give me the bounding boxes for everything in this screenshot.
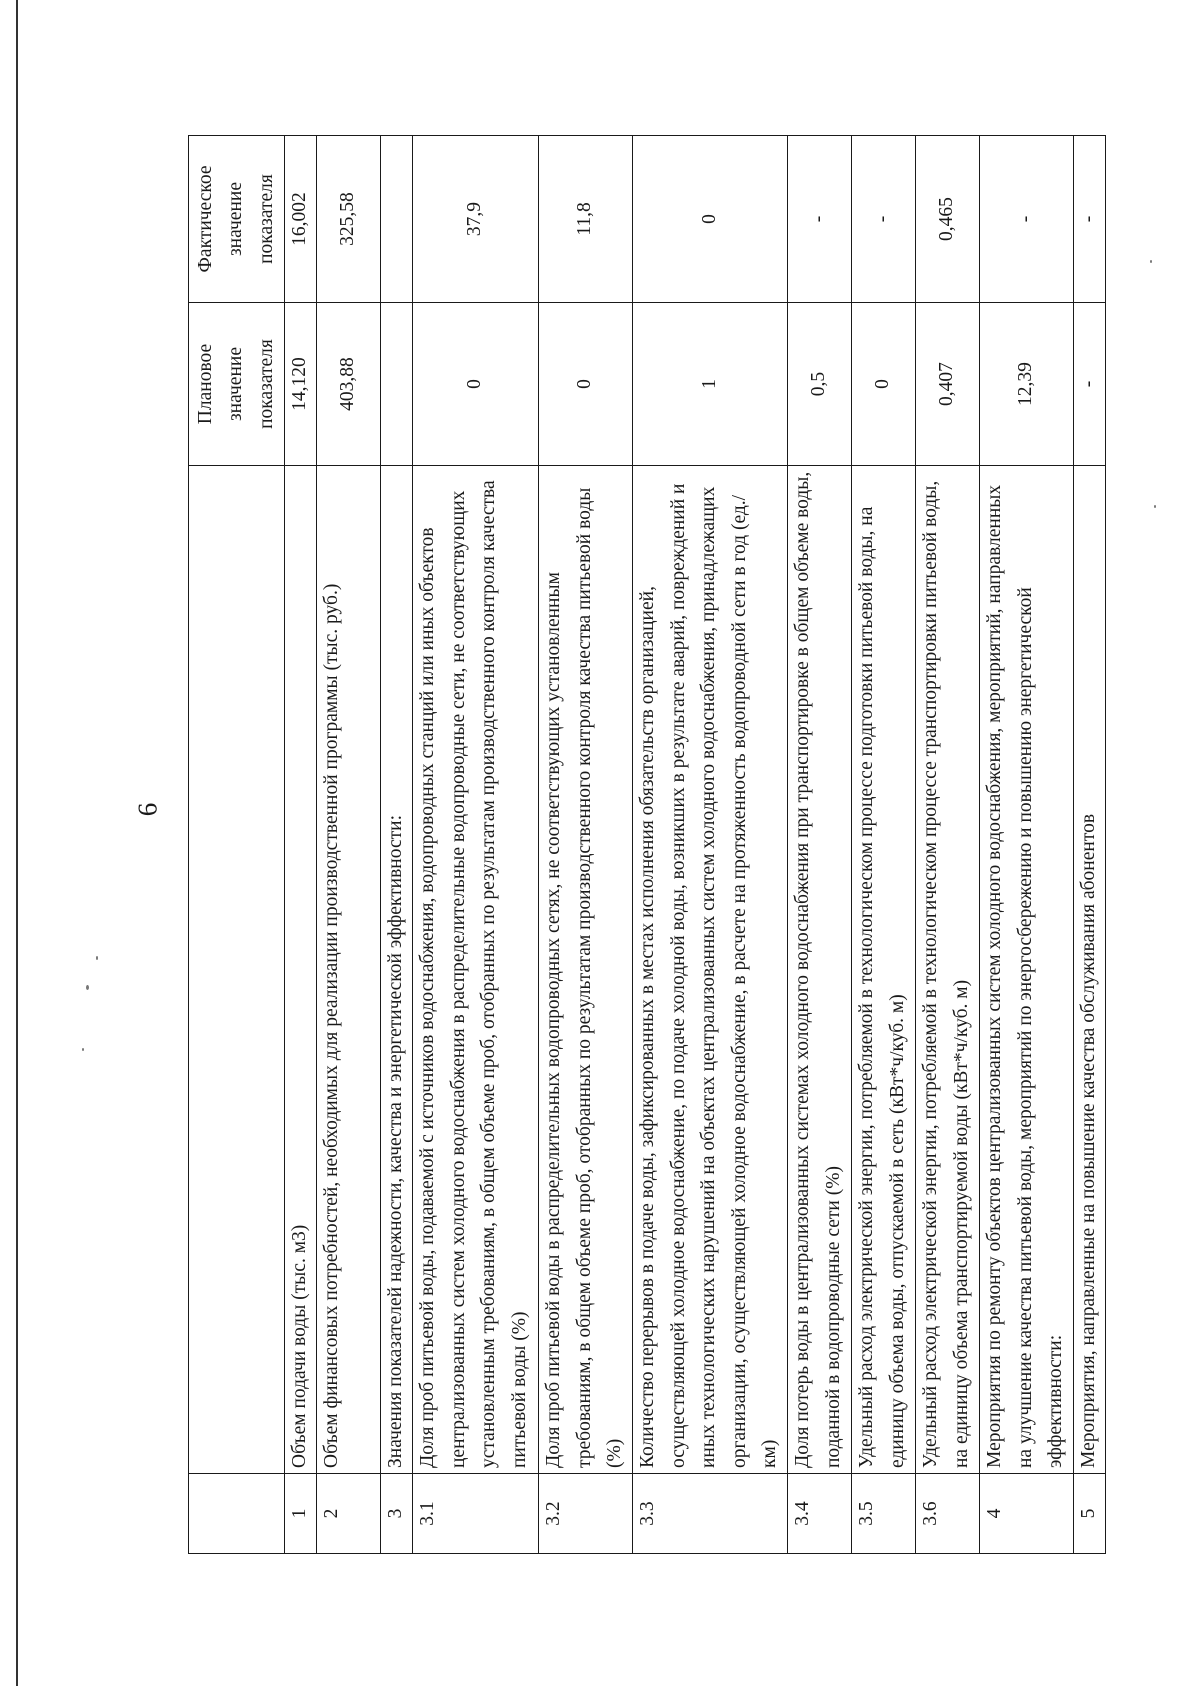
row-number: 3.1 — [413, 1474, 539, 1554]
row-fact-value: - — [852, 136, 916, 303]
header-plan: Плановое значение показателя — [189, 303, 285, 466]
row-description: Удельный расход электрической энергии, потребляемой в технологическом процессе подготовки питьевой воды, на единицу объема воды, отпускаемой в сеть (кВт*ч/куб. м) — [852, 466, 916, 1474]
row-description: Значения показателей надежности, качества и энергетической эффективности: — [381, 466, 413, 1474]
row-number: 3.4 — [788, 1474, 852, 1554]
row-plan-value: - — [1074, 303, 1106, 466]
table-row — [980, 136, 1074, 1554]
row-number: 3 — [381, 1474, 413, 1554]
table-row — [916, 136, 980, 1554]
row-fact-value: 11,8 — [539, 136, 633, 303]
table-row — [539, 136, 633, 1554]
row-plan-value: 14,120 — [285, 303, 317, 466]
row-description: Объем финансовых потребностей, необходимых для реализации производственной программы (тыс. руб.) — [317, 466, 381, 1474]
row-plan-value: 0 — [852, 303, 916, 466]
header-fact: Фактическое значение показателя — [189, 136, 285, 303]
indicators-table — [188, 135, 1106, 1554]
row-description: Объем подачи воды (тыс. м3) — [285, 466, 317, 1474]
scan-speck — [86, 985, 89, 990]
row-number: 4 — [980, 1474, 1074, 1554]
row-fact-value: 0 — [633, 136, 788, 303]
row-plan-value: 0 — [413, 303, 539, 466]
table-row — [1074, 136, 1106, 1554]
row-description: Количество перерывов в подаче воды, зафиксированных в местах исполнения обязательств организацией, осуществляющей холодное водоснабжение, по подаче холодной воды, возникших в результате аварий, повреждений и иных технологических нарушений на объектах централизованных систем холодного водоснабжения, принадлежащих организации, осуществляющей холодное водоснабжение, в расчете на протяженность водопроводной сети в год (ед./км) — [633, 466, 788, 1474]
scan-edge-line — [16, 0, 18, 1686]
row-number: 2 — [317, 1474, 381, 1554]
row-number: 1 — [285, 1474, 317, 1554]
row-fact-value: 325,58 — [317, 136, 381, 303]
row-plan-value — [381, 303, 413, 466]
row-plan-value: 12,39 — [980, 303, 1074, 466]
row-plan-value: 0 — [539, 303, 633, 466]
row-number: 3.6 — [916, 1474, 980, 1554]
row-description: Удельный расход электрической энергии, потребляемой в технологическом процессе транспортировки питьевой воды, на единицу объема транспортируемой воды (кВт*ч/куб. м) — [916, 466, 980, 1474]
scan-speck — [82, 1048, 84, 1051]
row-fact-value: 0,465 — [916, 136, 980, 303]
row-fact-value: - — [980, 136, 1074, 303]
table-row — [413, 136, 539, 1554]
scan-speck — [1150, 260, 1152, 263]
table-row — [317, 136, 381, 1554]
scan-speck — [1154, 505, 1156, 508]
row-description: Доля проб питьевой воды, подаваемой с источников водоснабжения, водопроводных станций или иных объектов централизованных систем холодного водоснабжения в распределительные водопроводные сети, не соответствующих установленным требованиям, в общем объеме проб, отобранных по результатам производственного контроля качества питьевой воды (%) — [413, 466, 539, 1474]
row-description: Доля потерь воды в централизованных системах холодного водоснабжения при транспортировке в общем объеме воды, поданной в водопроводные сети (%) — [788, 466, 852, 1474]
table-row — [285, 136, 317, 1554]
row-plan-value: 1 — [633, 303, 788, 466]
row-number: 5 — [1074, 1474, 1106, 1554]
table-row — [381, 136, 413, 1554]
table-row — [852, 136, 916, 1554]
table-row — [633, 136, 788, 1554]
row-fact-value: - — [1074, 136, 1106, 303]
table-header-row — [189, 136, 285, 1554]
row-plan-value: 0,5 — [788, 303, 852, 466]
header-description — [189, 466, 285, 1474]
scan-speck — [96, 956, 98, 960]
row-description: Доля проб питьевой воды в распределительных водопроводных сетях, не соответствующих установленным требованиям, в общем объеме проб, отобранных по результатам производственного контроля качества питьевой воды (%) — [539, 466, 633, 1474]
header-number — [189, 1474, 285, 1554]
row-number: 3.5 — [852, 1474, 916, 1554]
table-row — [788, 136, 852, 1554]
row-plan-value: 403,88 — [317, 303, 381, 466]
row-fact-value: - — [788, 136, 852, 303]
row-number: 3.3 — [633, 1474, 788, 1554]
row-description: Мероприятия, направленные на повышение качества обслуживания абонентов — [1074, 466, 1106, 1474]
row-fact-value: 37,9 — [413, 136, 539, 303]
row-number: 3.2 — [539, 1474, 633, 1554]
page-number: 6 — [132, 802, 163, 817]
row-fact-value: 16,002 — [285, 136, 317, 303]
row-description: Мероприятия по ремонту объектов централизованных систем холодного водоснабжения, мероприятий, направленных на улучшение качества питьевой воды, мероприятий по энергосбережению и повышению энергетической эффективности: — [980, 466, 1074, 1474]
row-plan-value: 0,407 — [916, 303, 980, 466]
row-fact-value — [381, 136, 413, 303]
